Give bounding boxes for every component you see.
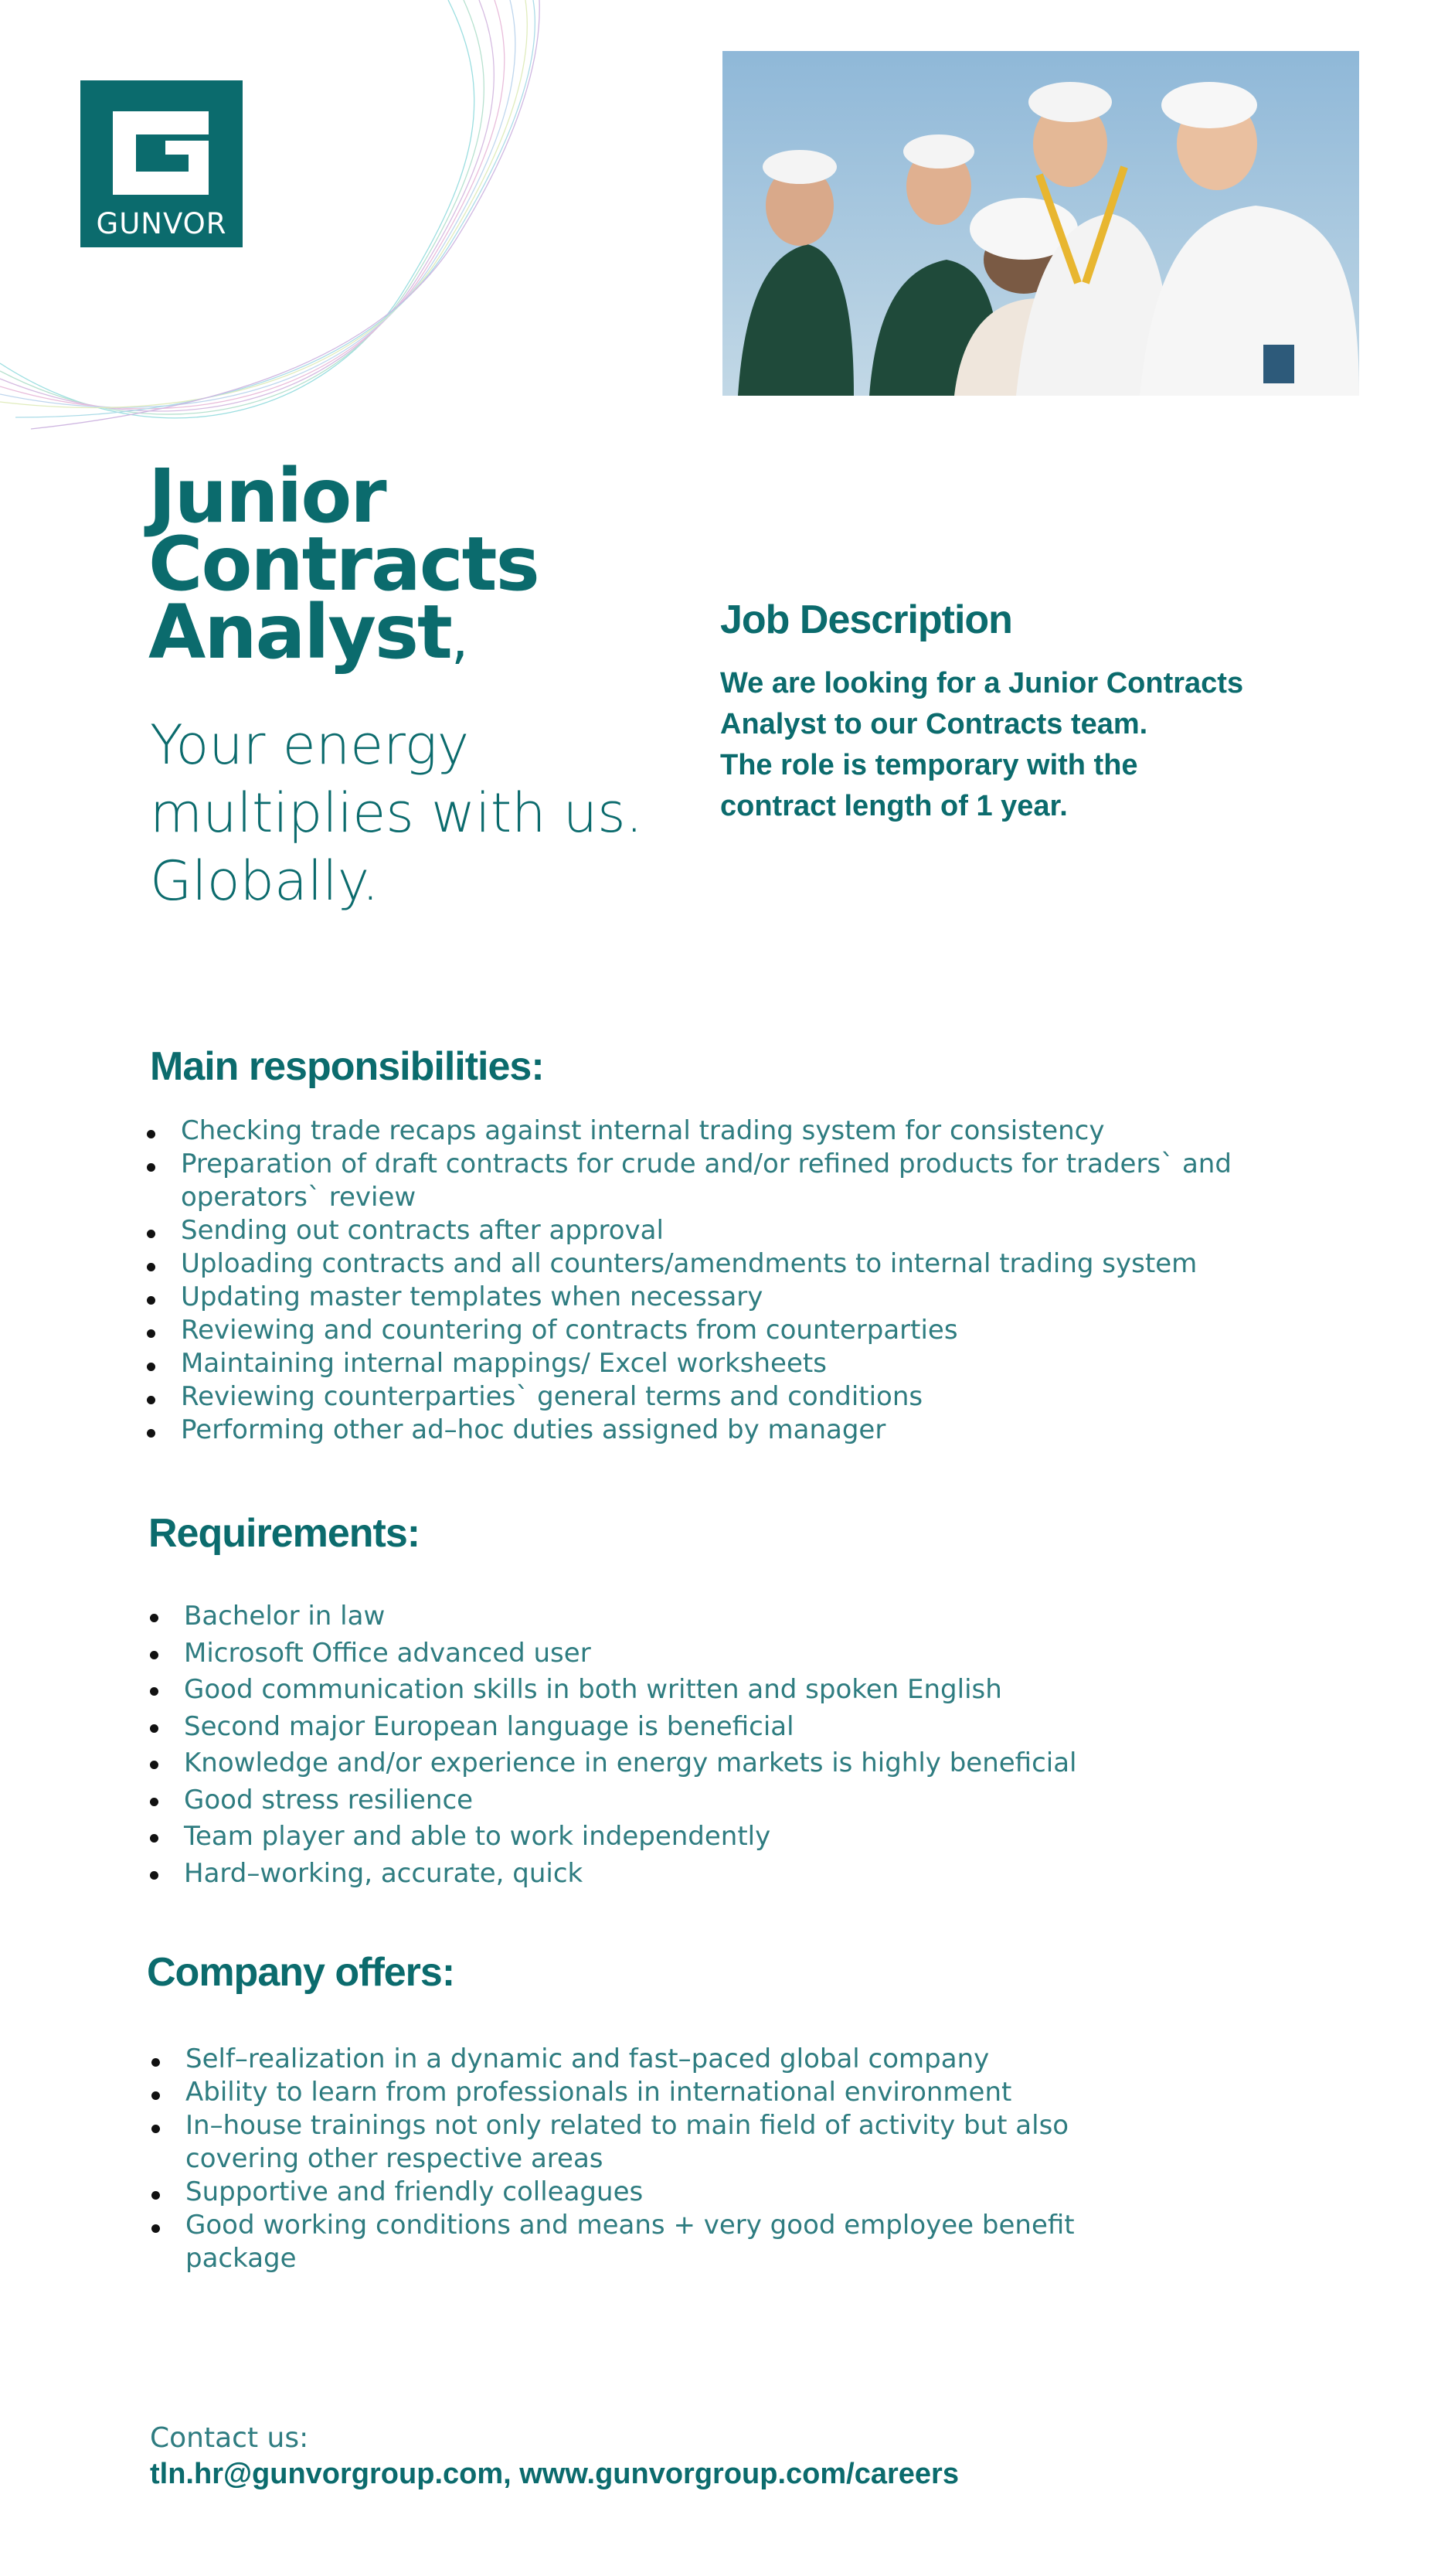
list-item: Good communication skills in both written and spoken English <box>147 1672 1306 1709</box>
job-description-line: Analyst to our Contracts team. <box>720 708 1148 740</box>
list-item: Uploading contracts and all counters/amendments to internal trading system <box>144 1247 1349 1281</box>
headline-line: Contracts <box>148 521 539 607</box>
list-item: Ability to learn from professionals in international environment <box>148 2076 1153 2109</box>
list-item: Performing other ad–hoc duties assigned by manager <box>144 1414 1349 1447</box>
headline-comma: , <box>450 607 467 671</box>
list-item: Supportive and friendly colleagues <box>148 2176 1153 2209</box>
job-description-title: Job Description <box>720 597 1012 642</box>
requirements-list <box>147 1598 1306 1892</box>
team-photo-icon <box>722 51 1359 396</box>
company-offers-list <box>148 2043 1153 2275</box>
list-item: Team player and able to work independently <box>147 1819 1306 1856</box>
list-item: Good working conditions and means + very good employee benefit package <box>148 2209 1153 2275</box>
list-item: Reviewing counterparties` general terms and conditions <box>144 1380 1349 1414</box>
headline-line: Junior <box>148 453 386 539</box>
responsibilities-title: Main responsibilities: <box>150 1044 544 1089</box>
list-item: Hard–working, accurate, quick <box>147 1856 1306 1893</box>
list-item: Sending out contracts after approval <box>144 1214 1349 1247</box>
list-item: Self–realization in a dynamic and fast–paced global company <box>148 2043 1153 2076</box>
job-title-headline <box>148 453 581 675</box>
headline-line: Analyst <box>148 589 451 675</box>
tagline-line: multiplies with us. <box>150 781 643 845</box>
list-item: Checking trade recaps against internal trading system for consistency <box>144 1114 1349 1148</box>
list-item: Updating master templates when necessary <box>144 1281 1349 1314</box>
company-offers-title: Company offers: <box>147 1950 455 1995</box>
list-item: Good stress resilience <box>147 1782 1306 1819</box>
list-item: Knowledge and/or experience in energy markets is highly beneficial <box>147 1745 1306 1782</box>
contact-links[interactable]: tln.hr@gunvorgroup.com, www.gunvorgroup.com/careers <box>150 2458 959 2490</box>
contact-label: Contact us: <box>150 2422 309 2454</box>
job-description-text <box>720 663 1354 827</box>
logo-text: GUNVOR <box>96 207 227 240</box>
tagline-line: Your energy <box>150 713 470 777</box>
list-item: Microsoft Office advanced user <box>147 1635 1306 1673</box>
list-item: Preparation of draft contracts for crude and/or refined products for traders` and operators` review <box>144 1148 1349 1214</box>
list-item: Second major European language is beneficial <box>147 1709 1306 1746</box>
list-item: Maintaining internal mappings/ Excel worksheets <box>144 1347 1349 1380</box>
job-description-line: contract length of 1 year. <box>720 790 1068 822</box>
tagline <box>150 711 706 915</box>
responsibilities-list <box>144 1114 1349 1447</box>
list-item: Bachelor in law <box>147 1598 1306 1635</box>
team-photo <box>722 51 1359 396</box>
job-description-line: We are looking for a Junior Contracts <box>720 667 1244 699</box>
tagline-line: Globally. <box>150 849 379 913</box>
list-item: In–house trainings not only related to main field of activity but also covering other respective areas <box>148 2109 1153 2176</box>
requirements-title: Requirements: <box>148 1511 420 1556</box>
gunvor-logo <box>80 80 243 247</box>
job-description-line: The role is temporary with the <box>720 749 1138 781</box>
list-item: Reviewing and countering of contracts from counterparties <box>144 1314 1349 1347</box>
